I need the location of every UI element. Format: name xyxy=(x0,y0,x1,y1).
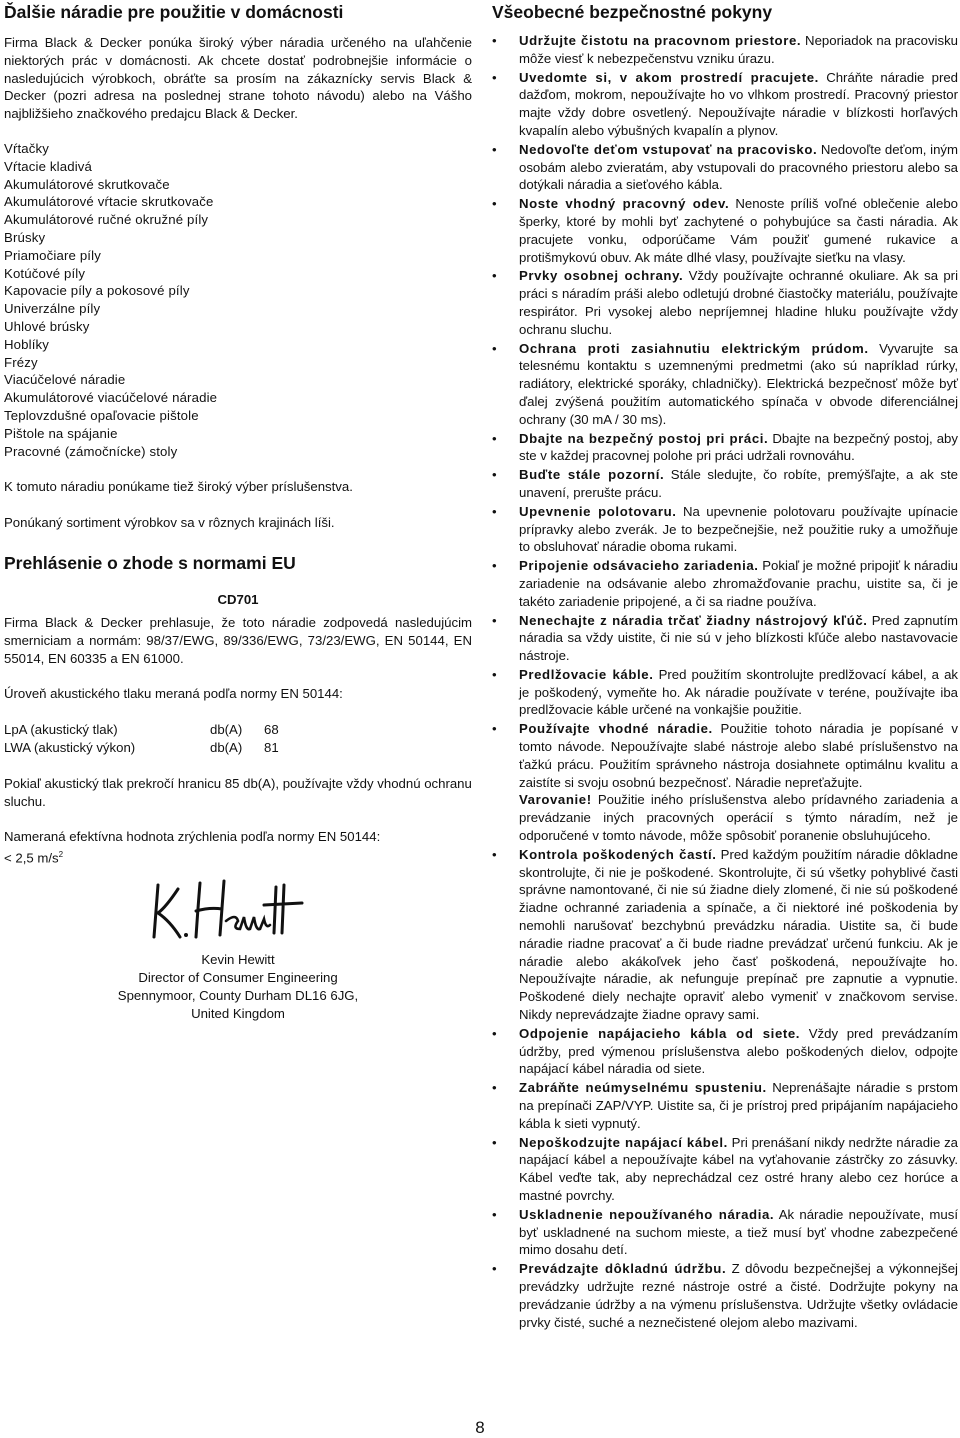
noise-warning: Pokiaľ akustický tlak prekročí hranicu 85 db(A), používajte vždy vhodnú ochranu sluchu. xyxy=(4,775,472,809)
rule-text: Nedovoľte deťom, iným osobám alebo zvieratám, aby vstupovali do pracovného priestoru alebo sa dotýkali náradia a sieťového kábla. xyxy=(519,141,958,193)
rule-title: Uvedomte si, v akom prostredí pracujete. xyxy=(519,69,819,85)
accessories-note: K tomuto náradiu ponúkame tiež široký výber príslušenstva. xyxy=(4,479,353,495)
tool-item: Teplovzdušné opaľovacie pištole xyxy=(4,407,199,423)
rule-title: Noste vhodný pracovný odev. xyxy=(519,196,730,212)
noise-table xyxy=(4,721,472,757)
tool-item: Vŕtačky xyxy=(4,140,50,156)
signer-country: United Kingdom xyxy=(191,1005,285,1021)
warning-subparagraph xyxy=(519,791,958,844)
noise-value: 68 xyxy=(264,722,279,738)
tool-item: Kapovacie píly a pokosové píly xyxy=(4,283,190,299)
bullet-icon: • xyxy=(492,1134,497,1150)
list-item xyxy=(492,141,958,194)
bullet-icon: • xyxy=(492,503,497,519)
signer-block xyxy=(4,951,472,1022)
rule-title: Zabráňte neúmyselnému spusteniu. xyxy=(519,1080,767,1096)
list-item xyxy=(492,195,958,266)
right-column xyxy=(492,0,958,1332)
rule-title: Dbajte na bezpečný postoj pri práci. xyxy=(519,430,769,446)
heading-safety: Všeobecné bezpečnostné pokyny xyxy=(492,2,773,22)
bullet-icon: • xyxy=(492,340,497,356)
rule-text: Pokiaľ je možné pripojiť k náradiu zariadenie na odsávanie alebo zhromažďovanie prachu, uistite sa, či je takéto zariadenie pripojené, a či sa riadne používa. xyxy=(519,558,958,609)
rule-text: Použitie tohoto náradia je popísané v tomto návode. Nepoužívajte slabé nástroje alebo slabé príslušenstvo na ťažkú prácu. Použitím správneho nástroja dosiahnete optimálnu kvalitu a zaistíte si svoju osobnú bezpečnosť. Náradie nepreťažujte. xyxy=(519,721,958,790)
warning-text: Použitie iného príslušenstva alebo prídavného zariadenia a prevádzanie iných pracovných operácií s týmto náradím, než je odporučené v tomto návode, môže spôsobiť poranenie obsluhujúceho. xyxy=(519,792,958,844)
safety-rules-list xyxy=(492,32,958,1331)
rule-text: Pri prenášaní nikdy nedržte náradie za napájací kábel a nepoužívajte kábel na vyťahovanie zástrčky zo zásuvky. Kábel veďte tak, aby neprechádzal cez ostré hrany alebo cez horúce a mastné povrchy. xyxy=(519,1134,958,1203)
rule-title: Buďte stále pozorní. xyxy=(519,467,665,483)
list-item xyxy=(492,430,958,466)
list-item xyxy=(492,1134,958,1205)
tool-item: Hoblíky xyxy=(4,336,50,352)
model-number: CD701 xyxy=(217,591,259,607)
page-number: 8 xyxy=(475,1418,485,1437)
tool-item: Akumulátorové viacúčelové náradie xyxy=(4,390,218,406)
tool-item: Priamočiare píly xyxy=(4,247,101,263)
rule-title: Ochrana proti zasiahnutiu elektrickým prúdom. xyxy=(519,340,869,356)
tool-item: Pracovné (zámočnícke) stoly xyxy=(4,443,178,459)
left-column xyxy=(4,0,472,1022)
noise-row-lwa xyxy=(4,739,472,757)
rule-title: Nenechajte z náradia trčať žiadny nástrojový kľúč. xyxy=(519,612,868,628)
warning-title: Varovanie! xyxy=(519,792,592,808)
tool-item: Akumulátorové skrutkovače xyxy=(4,176,170,192)
rule-text: Z dôvodu bezpečnejšej a výkonnejšej prevádzky udržujte rezné nástroje ostré a čisté. Dodržujte pokyny na prevádzanie údržby a na výmenu príslušenstva. Udržujte všetky ovládacie prvky čisté, suché a neznečistené olejom alebo mazivami. xyxy=(519,1261,958,1330)
rule-text: Stále sledujte, čo robíte, premýšľajte, a ak ste unavení, prerušte prácu. xyxy=(519,467,958,500)
list-item xyxy=(492,503,958,556)
rule-text: Pred použitím skontrolujte predlžovací kábel, a ak je poškodený, vymeňte ho. Ak náradie používate v teréne, používajte iba predlžovacie káble určené na vonkajšie použitie. xyxy=(519,666,959,718)
tool-item: Frézy xyxy=(4,354,38,370)
bullet-icon: • xyxy=(492,1206,497,1222)
bullet-icon: • xyxy=(492,558,497,574)
rule-title: Používajte vhodné náradie. xyxy=(519,721,713,737)
vibration-exponent: 2 xyxy=(58,850,64,860)
list-item xyxy=(492,1079,958,1132)
bullet-icon: • xyxy=(492,268,497,284)
list-item xyxy=(492,612,958,665)
list-item xyxy=(492,666,958,719)
bullet-icon: • xyxy=(492,33,497,48)
list-item xyxy=(492,846,958,1024)
bullet-icon: • xyxy=(492,467,497,483)
bullet-icon: • xyxy=(492,666,497,682)
declaration-text: Firma Black & Decker prehlasuje, že toto náradie zodpovedá nasledujúcim smerniciam a normám: 98/37/EWG, 89/336/EWG, 73/23/EWG, EN 50144, EN 55014, EN 60335 a EN 61000. xyxy=(4,614,472,666)
list-item xyxy=(492,557,958,610)
bullet-icon: • xyxy=(492,721,497,737)
noise-intro: Úroveň akustického tlaku meraná podľa normy EN 50144: xyxy=(4,686,343,702)
noise-value: 81 xyxy=(264,739,279,755)
intro-paragraph: Firma Black & Decker ponúka široký výber náradia určeného na uľahčenie niektorých prác v domácnosti. Ak chcete dostať podrobnejšie informácie o nasledujúcich výrobkoch, obráťte sa prosím na zákaznícky servis Black & Decker (pozri adresa na poslednej strane tohoto návodu) alebo na Vášho najbližšieho značkového predajcu Black & Decker. xyxy=(4,35,472,122)
rule-text: Ak náradie nepoužívate, musí byť uskladnené na suchom mieste, a tiež musí byť vhodne zabezpečené mimo dosahu detí. xyxy=(519,1206,958,1258)
tool-item: Akumulátorové vŕtacie skrutkovače xyxy=(4,194,214,210)
rule-title: Nepoškodzujte napájací kábel. xyxy=(519,1134,728,1150)
list-item xyxy=(492,720,958,845)
heading-eu-declaration: Prehlásenie o zhode s normami EU xyxy=(4,552,296,573)
bullet-icon: • xyxy=(492,1080,497,1096)
tool-item: Brúsky xyxy=(4,229,46,245)
noise-label: LWA (akustický výkon) xyxy=(4,739,136,755)
rule-title: Nedovoľte deťom vstupovať na pracovisko. xyxy=(519,141,818,157)
tool-item: Akumulátorové ručné okružné píly xyxy=(4,212,209,228)
rule-text: Pred zapnutím náradia sa vždy uistite, či nie sú v jeho blízkosti kľúče alebo nastavovacie nástroje. xyxy=(519,612,958,664)
bullet-icon: • xyxy=(492,1025,497,1041)
signature-icon xyxy=(144,877,304,947)
list-item xyxy=(492,69,958,140)
bullet-icon: • xyxy=(492,1261,497,1277)
vibration-intro: Nameraná efektívna hodnota zrýchlenia podľa normy EN 50144: xyxy=(4,829,381,845)
vibration-number: < 2,5 m/s xyxy=(4,850,59,866)
tool-item: Viacúčelové náradie xyxy=(4,372,126,388)
rule-text: Pred každým použitím náradie dôkladne skontrolujte, či nie je poškodené. Skontrolujte, či sú všetky pohyblivé časti správne namontované, či nie sú žiadne diely zlomené, či nie sú poškodené žiadne ochranné zariadenia a spínače, a či niektoré iné poškodenia by nemohli narušovať bezchybnú prevádzku náradia. Uistite sa, či bude náradie riadne pracovať a či bude riadne prevádzať určenú funkciu. Ak je náradie alebo akákoľvek jeho časť poškodená, nepoužívajte ho. Nepoužívajte náradie, ak nefunguje prepínač pre zapnutie a vypnutie. Poškodené diely nechajte opraviť alebo vymeniť v značkovom servise. Nikdy neprevádzajte žiadne opravy sami. xyxy=(519,846,958,1023)
rule-title: Odpojenie napájacieho kábla od siete. xyxy=(519,1025,801,1041)
list-item xyxy=(492,1025,958,1078)
rule-text: Chráňte náradie pred dažďom, mokrom, nepoužívajte ho vo vlhkom prostredí. Pracovný priestor majte vždy dobre osvetlený. Nepoužívajte náradie v blízkosti horľavých kvapalín alebo výbušných kvapalín a plynov. xyxy=(519,69,959,138)
rule-title: Udržujte čistotu na pracovnom priestore. xyxy=(519,33,802,48)
bullet-icon: • xyxy=(492,846,497,862)
rule-text: Dbajte na bezpečný postoj, aby ste v každej pracovnej polohe pri práci udržali rovnováhu. xyxy=(519,430,958,464)
rule-title: Kontrola poškodených častí. xyxy=(519,846,717,862)
rule-title: Predlžovacie káble. xyxy=(519,666,654,682)
list-item xyxy=(492,1206,958,1259)
rule-title: Pripojenie odsávacieho zariadenia. xyxy=(519,558,759,574)
signer-address: Spennymoor, County Durham DL16 6JG, xyxy=(117,987,359,1003)
noise-label: LpA (akustický tlak) xyxy=(4,722,118,738)
tool-item: Uhlové brúsky xyxy=(4,318,90,334)
rule-text: Neprenášajte náradie s prstom na prepínači ZAP/VYP. Uistite sa, či je prístroj pred pripájaním napájacieho kábla k sieti vypnutý. xyxy=(519,1080,958,1131)
list-item xyxy=(492,32,958,68)
rule-text: Na upevnenie polotovaru používajte upínacie prípravky alebo zverák. Je to bezpečnejšie, než použitie ruky a umožňuje to obsluhovať náradie oboma rukami. xyxy=(519,503,958,555)
list-item xyxy=(492,267,958,338)
rule-title: Prevádzajte dôkladnú údržbu. xyxy=(519,1261,727,1277)
tool-item: Vŕtacie kladivá xyxy=(4,158,93,174)
tool-item: Univerzálne píly xyxy=(4,301,101,317)
vibration-value xyxy=(4,846,472,867)
bullet-icon: • xyxy=(492,430,497,446)
signer-title: Director of Consumer Engineering xyxy=(138,970,338,986)
rule-title: Uskladnenie nepoužívaného náradia. xyxy=(519,1206,775,1222)
rule-title: Upevnenie polotovaru. xyxy=(519,503,677,519)
list-item xyxy=(492,1260,958,1331)
rule-text: Nenoste príliš voľné oblečenie alebo šperky, ktoré by mohli byť zachytené o pohybujúce sa časti náradia. Ak pracujete vonku, odporúčame Vám použiť gumené rukavice a protišmykovú obuv. Ak máte dlhé vlasy, používajte sieťku na vlasy. xyxy=(519,196,958,265)
rule-text: Vždy používajte ochranné okuliare. Ak sa pri práci s náradím práši alebo odletujú drobné čiastočky materiálu, používajte respirátor. Pri vysokej alebo nepríjemnej hladine hluku používajte vždy ochranu sluchu. xyxy=(519,268,958,337)
tool-list xyxy=(4,140,472,460)
rule-text: Vždy pred prevádzaním údržby, pred výmenou príslušenstva alebo poškodených dielov, odpojte napájací kábel náradia od siete. xyxy=(519,1025,958,1077)
list-item xyxy=(492,466,958,502)
list-item xyxy=(492,340,958,429)
bullet-icon: • xyxy=(492,69,497,85)
tool-item: Pištole na spájanie xyxy=(4,425,118,441)
assortment-note: Ponúkaný sortiment výrobkov sa v rôznych krajinách líši. xyxy=(4,515,335,531)
bullet-icon: • xyxy=(492,141,497,157)
signer-name: Kevin Hewitt xyxy=(201,952,275,968)
bullet-icon: • xyxy=(492,612,497,628)
noise-unit: db(A) xyxy=(210,722,243,738)
signature xyxy=(144,877,472,947)
tool-item: Kotúčové píly xyxy=(4,265,86,281)
rule-title: Prvky osobnej ochrany. xyxy=(519,268,684,284)
heading-other-tools: Ďalšie náradie pre použitie v domácnosti xyxy=(4,2,344,22)
bullet-icon: • xyxy=(492,196,497,212)
rule-text: Neporiadok na pracovisku môže viesť k nebezpečenstvu vzniku úrazu. xyxy=(519,33,959,66)
rule-text: Vyvarujte sa telesnému kontaktu s uzemnenými predmetmi (ako sú napríklad rúrky, radiátory, elektrické sporáky, chladničky). Elektrická bezpečnosť môže byť ďalej zvýšená použitím automatického spínača v obvode diferenciálnej ochrany (30 mA / 30 ms). xyxy=(519,340,958,427)
noise-row-lpa xyxy=(4,721,472,739)
noise-unit: db(A) xyxy=(210,739,243,755)
